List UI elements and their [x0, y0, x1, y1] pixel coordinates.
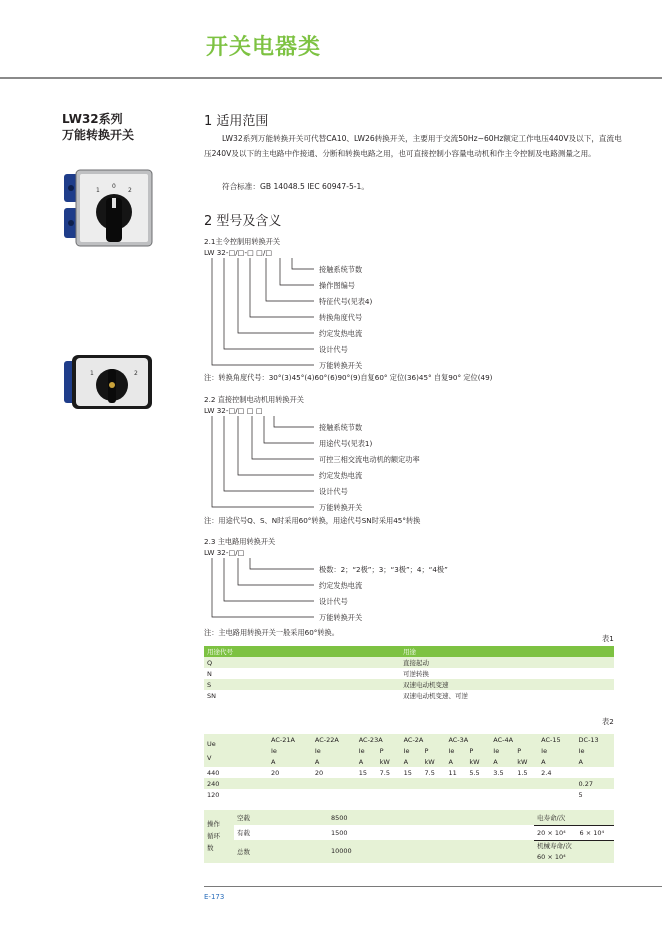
ops-header-line: 操作	[207, 820, 220, 829]
table-cell: 双速电动机变速、可逆	[403, 692, 468, 700]
table-cell: 11	[448, 768, 457, 777]
footer-divider	[204, 886, 662, 887]
table-2-caption: 表2	[602, 717, 614, 726]
code-label: 接触系统节数	[319, 423, 363, 432]
code-label: 设计代号	[319, 345, 348, 354]
table-cell	[445, 778, 466, 789]
table-cell: S	[207, 680, 212, 689]
table-cell: A	[578, 757, 583, 766]
table-row	[204, 690, 614, 701]
table-cell: 15	[358, 768, 367, 777]
op-label: 总数	[237, 847, 250, 856]
code-label: 接触系统节数	[319, 265, 363, 274]
table-cell: A	[493, 757, 498, 766]
table-cell: kW	[517, 757, 528, 766]
table-cell: 0.27	[578, 779, 594, 788]
cat: DC-13	[578, 735, 599, 744]
code-label: 约定发热电流	[319, 329, 363, 338]
op-label: 有载	[237, 829, 250, 837]
elec-life-label: 电寿命/次	[534, 810, 614, 825]
table-row	[204, 767, 614, 778]
dial-label: 1	[96, 187, 100, 194]
section-1-standard: 符合标准：GB 14048.5 IEC 60947-5-1。	[222, 182, 369, 191]
code-label: 万能转换开关	[319, 613, 363, 622]
table-cell: 20	[314, 768, 324, 777]
table-cell: Ie	[403, 746, 410, 755]
table-cell: kW	[379, 757, 390, 766]
table-cell: kW	[469, 757, 480, 766]
table-cell: Ie	[271, 746, 277, 755]
table-cell: Ie	[358, 746, 365, 755]
table-cell	[538, 778, 575, 789]
table-cell	[312, 789, 356, 800]
code-label: 万能转换开关	[319, 503, 363, 512]
note-2-1: 注：转换角度代号：30°(3)45°(4)60°(6)90°(9)自复60° 定位(36)45° 自复90° 定位(49)	[204, 373, 493, 382]
table-cell: 直接起动	[403, 659, 429, 667]
table-cell: A	[271, 757, 276, 766]
code-label: 设计代号	[319, 597, 348, 606]
mech-life	[534, 840, 614, 863]
table-cell: 20	[271, 768, 280, 777]
table-cell	[377, 778, 401, 789]
table-cell: A	[448, 757, 453, 766]
table-cell: P	[424, 746, 429, 755]
table-1-caption: 表1	[602, 634, 614, 643]
table-cell	[422, 778, 446, 789]
series-subtitle: 万能转换开关	[62, 128, 135, 142]
model-code-diagram-2-1	[204, 256, 314, 372]
note-2-3: 注：主电路用转换开关一般采用60°转换。	[204, 628, 339, 637]
dial-label: 2	[134, 370, 138, 377]
code-label: 用途代号(见表1)	[319, 439, 373, 448]
table-row	[204, 778, 614, 789]
note-2-2: 注：用途代号Q、S、N时采用60°转换，用途代号SN时采用45°转换	[204, 516, 421, 525]
mech-life-value: 60 × 10⁴	[537, 852, 566, 861]
table-cell: 5.5	[469, 768, 480, 777]
table-cell	[356, 778, 377, 789]
table-row	[204, 657, 614, 668]
table-cell: A	[314, 757, 320, 766]
table-cell: Ie	[448, 746, 455, 755]
table-cell	[538, 789, 575, 800]
table-2	[204, 734, 614, 800]
op-value: 1500	[331, 828, 348, 837]
table-cell: 240	[207, 779, 220, 788]
code-label: 特征代号(见表4)	[319, 297, 373, 306]
table-cell: P	[517, 746, 522, 755]
table-cell: Ie	[541, 746, 548, 755]
table-cell	[356, 789, 377, 800]
op-label: 空载	[237, 814, 250, 822]
table-cell: 5	[578, 790, 583, 799]
cat: AC-3A	[448, 735, 469, 744]
table-cell: 2.4	[541, 768, 552, 777]
table-cell: Ie	[314, 746, 321, 755]
table-cell: 440	[207, 768, 220, 777]
ops-header-line: 循环	[207, 832, 220, 841]
table-cell	[445, 789, 466, 800]
table-cell: 双速电动机变速	[403, 681, 449, 689]
table-cell	[377, 789, 401, 800]
table-cell: N	[207, 669, 212, 678]
mech-life-label: 机械寿命/次	[537, 841, 572, 850]
section-1-title: 1 适用范围	[204, 114, 269, 129]
ops-header	[204, 810, 234, 863]
elec-life-value: 6 × 10⁴	[577, 825, 614, 840]
code-label: 转换角度代号	[319, 313, 363, 322]
table-cell	[268, 789, 312, 800]
table-cell: 可逆转换	[403, 670, 429, 678]
table-cell: P	[379, 746, 384, 755]
cat: AC-21A	[271, 735, 295, 744]
model-code-2-2: LW 32-□/□ □ □	[204, 406, 263, 415]
table-cell	[490, 778, 514, 789]
code-label: 可控三相交流电动机的额定功率	[319, 455, 420, 464]
dial-label: 2	[128, 187, 132, 194]
code-label: 操作图编号	[319, 281, 355, 290]
cat: AC-22A	[314, 735, 339, 744]
model-code-2-3: LW 32-□/□	[204, 548, 245, 557]
table-header: 用途	[403, 648, 416, 656]
operation-cycles-table	[204, 810, 614, 863]
table-cell: A	[403, 757, 409, 766]
table-header-row	[204, 646, 614, 657]
header-divider	[0, 77, 662, 79]
subsection-2-1-title: 2.1主令控制用转换开关	[204, 237, 281, 246]
table-row	[204, 734, 614, 745]
table-row	[204, 840, 614, 863]
table-cell: kW	[424, 757, 435, 766]
table-cell: 3.5	[493, 768, 504, 777]
table-1	[204, 646, 614, 701]
code-label: 约定发热电流	[319, 471, 363, 480]
model-code-2-1: LW 32-□/□-□ □/□	[204, 248, 273, 257]
table-cell	[312, 778, 356, 789]
table-cell	[514, 789, 538, 800]
v-label: V	[207, 753, 212, 762]
op-value: 10000	[331, 847, 352, 856]
page-number: E-173	[204, 893, 225, 901]
table-cell: A	[358, 757, 364, 766]
table-cell: 7.5	[424, 768, 435, 777]
ue-label: Ue	[207, 739, 216, 748]
table-cell	[422, 789, 446, 800]
subsection-2-3-title: 2.3 主电路用转换开关	[204, 537, 276, 546]
table-cell: 15	[403, 768, 412, 777]
series-name: LW32系列	[62, 112, 123, 126]
table-cell: 120	[207, 790, 220, 799]
cat: AC-15	[541, 735, 561, 744]
table-cell: 1.5	[517, 768, 528, 777]
op-value: 8500	[331, 813, 348, 822]
table-cell: Ie	[493, 746, 500, 755]
table-row	[204, 825, 614, 840]
code-label: 极数：2；“2极”；3；“3极”；4；“4极”	[319, 565, 448, 574]
cat: AC-4A	[493, 735, 514, 744]
model-code-diagram-2-2	[204, 414, 314, 512]
table-cell	[466, 778, 490, 789]
code-label: 万能转换开关	[319, 361, 363, 370]
table-cell: Ie	[578, 746, 585, 755]
table-cell: P	[469, 746, 474, 755]
table-cell: SN	[207, 691, 216, 700]
elec-life-value: 20 × 10⁴	[534, 825, 577, 840]
table-row	[204, 668, 614, 679]
dial-label: 0	[112, 183, 116, 190]
switch-photo-1	[62, 168, 154, 248]
table-cell: 7.5	[379, 768, 390, 777]
table-row	[204, 810, 614, 825]
page-title: 开关电器类	[206, 35, 322, 60]
table-row	[204, 789, 614, 800]
table-cell	[514, 778, 538, 789]
table-cell: A	[541, 757, 546, 766]
ops-header-line: 数	[207, 844, 214, 853]
table-header: 用途代号	[207, 648, 233, 656]
ue-header	[204, 734, 268, 767]
model-code-diagram-2-3	[204, 556, 314, 622]
table-cell: Q	[207, 658, 213, 667]
table-cell	[268, 778, 312, 789]
code-label: 约定发热电流	[319, 581, 363, 590]
table-cell	[576, 767, 614, 778]
switch-photo-2	[62, 353, 154, 411]
section-2-title: 2 型号及含义	[204, 214, 282, 229]
table-row	[204, 679, 614, 690]
dial-label: 1	[90, 370, 94, 377]
table-cell	[401, 789, 422, 800]
cat: AC-2A	[403, 735, 424, 744]
cat: AC-23A	[358, 735, 383, 744]
subsection-2-2-title: 2.2 直接控制电动机用转换开关	[204, 395, 304, 404]
series-title	[62, 111, 134, 143]
table-cell	[490, 789, 514, 800]
section-1-paragraph: LW32系列万能转换开关可代替CA10、LW26转换开关，主要用于交流50Hz~60Hz额定工作电压440V及以下，直流电压240V及以下的主电路中作接通、分断和转换电路之用，也可直接控制小容量电动机和作主令控制及电路测量之用。	[204, 134, 622, 158]
table-cell	[401, 778, 422, 789]
table-cell	[466, 789, 490, 800]
code-label: 设计代号	[319, 487, 348, 496]
